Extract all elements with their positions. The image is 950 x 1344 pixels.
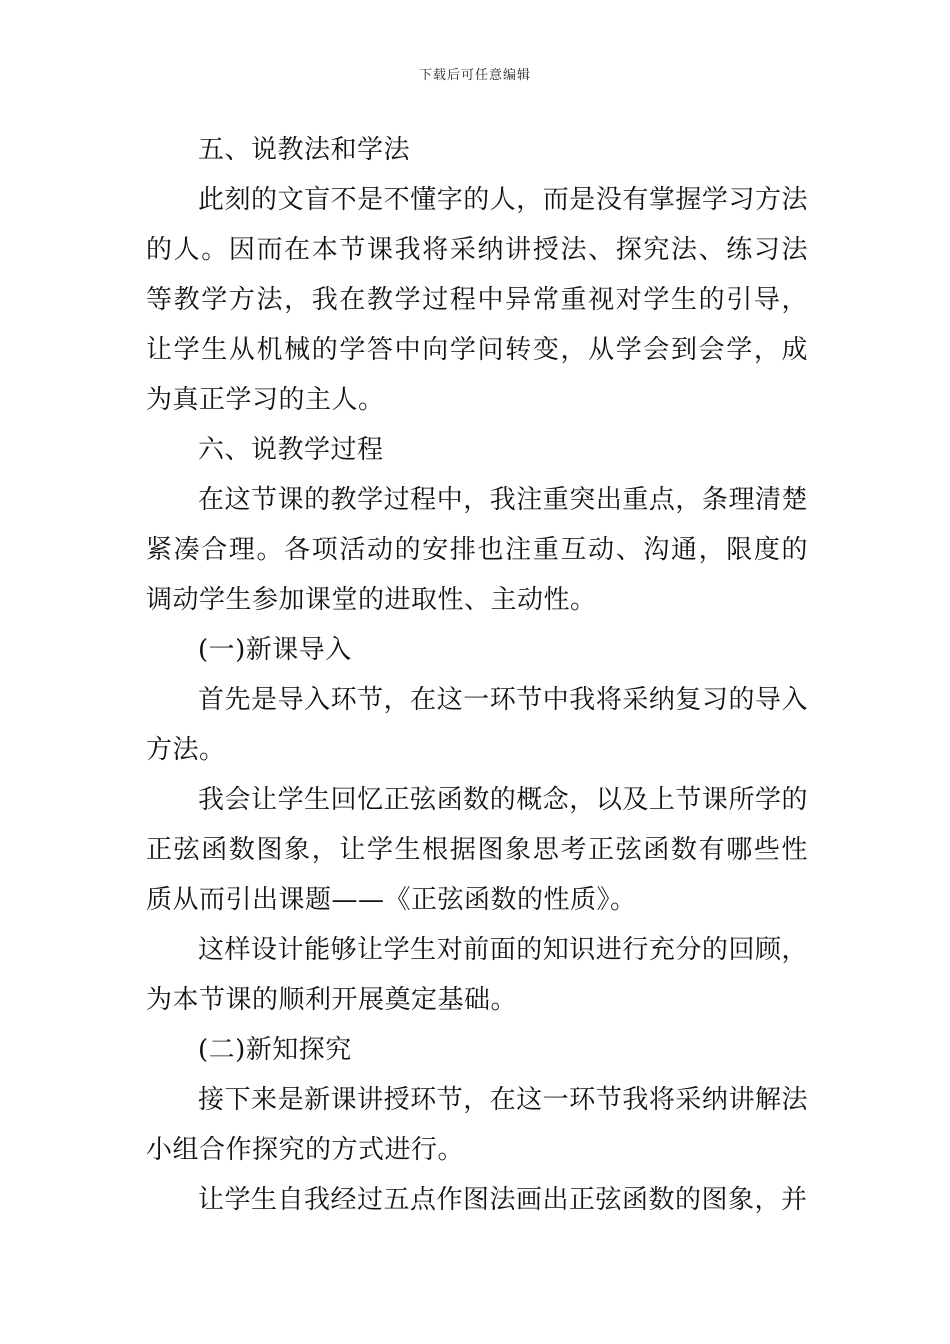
paragraph-teaching-process: 在这节课的教学过程中，我注重突出重点，条理清楚紧凑合理。各项活动的安排也注重互动、沟通，限度的调动学生参加课堂的进取性、主动性。 xyxy=(146,485,808,615)
document-body xyxy=(146,125,808,1225)
paragraph-five-point-method: 让学生自我经过五点作图法画出正弦函数的图象，并 xyxy=(198,1185,808,1215)
subsection-heading-2: (二)新知探究 xyxy=(198,1035,352,1065)
paragraph-intro-step: 首先是导入环节，在这一环节中我将采纳复习的导入方法。 xyxy=(146,685,808,765)
subsection-heading-1: (一)新课导入 xyxy=(198,635,352,665)
paragraph-new-lesson: 接下来是新课讲授环节，在这一环节我将采纳讲解法小组合作探究的方式进行。 xyxy=(146,1085,808,1165)
section-heading-5: 五、说教法和学法 xyxy=(198,135,411,165)
page-header-note: 下载后可任意编辑 xyxy=(418,68,531,83)
paragraph-design-purpose: 这样设计能够让学生对前面的知识进行充分的回顾，为本节课的顺利开展奠定基础。 xyxy=(146,935,808,1015)
paragraph-recall-sine: 我会让学生回忆正弦函数的概念，以及上节课所学的正弦函数图象，让学生根据图象思考正弦函数有哪些性质从而引出课题——《正弦函数的性质》。 xyxy=(146,785,808,915)
section-heading-6: 六、说教学过程 xyxy=(198,435,384,465)
paragraph-teaching-methods: 此刻的文盲不是不懂字的人，而是没有掌握学习方法的人。因而在本节课我将采纳讲授法、探究法、练习法等教学方法，我在教学过程中异常重视对学生的引导，让学生从机械的学答中向学问转变，从学会到会学，成为真正学习的主人。 xyxy=(146,185,808,415)
